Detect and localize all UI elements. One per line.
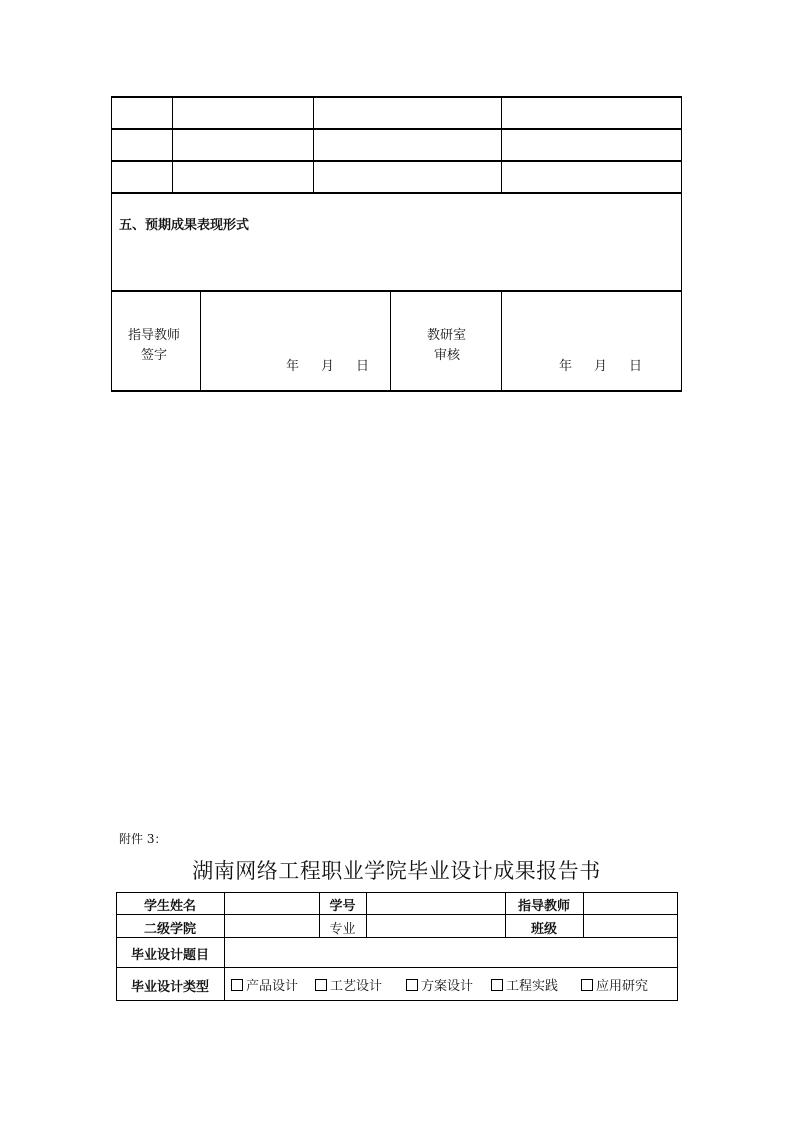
top-table-cell-r1c1[interactable] bbox=[113, 98, 171, 127]
advisor-signature-label-line1: 指导教师 bbox=[128, 328, 181, 343]
major-field[interactable] bbox=[368, 916, 504, 936]
option-label: 工艺设计 bbox=[330, 979, 383, 994]
top-table-cell-r3c2[interactable] bbox=[174, 162, 312, 191]
option-applied-research[interactable] bbox=[581, 975, 648, 994]
attachment-label: 附件 3： bbox=[119, 832, 167, 846]
top-table-cell-r1c4[interactable] bbox=[503, 98, 680, 127]
checkbox-icon[interactable] bbox=[491, 979, 503, 991]
top-table-cell-r1c3[interactable] bbox=[315, 98, 500, 127]
office-review-field[interactable] bbox=[503, 292, 680, 352]
class-label: 班级 bbox=[530, 922, 557, 937]
advisor-date-day: 日 bbox=[356, 359, 370, 374]
student-id-field[interactable] bbox=[368, 894, 504, 913]
college-field[interactable] bbox=[226, 916, 318, 936]
section-five-heading: 五、预期成果表现形式 bbox=[119, 218, 250, 233]
design-type-label: 毕业设计类型 bbox=[130, 980, 209, 995]
checkbox-icon[interactable] bbox=[406, 979, 418, 991]
option-label: 方案设计 bbox=[421, 979, 474, 994]
checkbox-icon[interactable] bbox=[581, 979, 593, 991]
college-label: 二级学院 bbox=[143, 922, 196, 937]
option-process-design[interactable] bbox=[315, 975, 382, 994]
topic-label: 毕业设计题目 bbox=[130, 948, 209, 963]
top-table-cell-r2c4[interactable] bbox=[503, 130, 680, 159]
expected-results-field[interactable] bbox=[113, 236, 680, 288]
option-engineering-practice[interactable] bbox=[491, 975, 558, 994]
advisor-field[interactable] bbox=[585, 894, 676, 913]
checkbox-icon[interactable] bbox=[231, 979, 243, 991]
office-date-month: 月 bbox=[594, 359, 608, 374]
option-label: 工程实践 bbox=[506, 979, 559, 994]
report-title: 湖南网络工程职业学院毕业设计成果报告书 bbox=[192, 859, 601, 883]
office-date-day: 日 bbox=[629, 359, 643, 374]
advisor-signature-label-line2: 签字 bbox=[141, 348, 168, 363]
office-review-label-line2: 审核 bbox=[434, 348, 461, 363]
advisor-signature-field[interactable] bbox=[202, 292, 389, 352]
student-name-field[interactable] bbox=[226, 894, 318, 913]
top-table-cell-r2c1[interactable] bbox=[113, 130, 171, 159]
option-product-design[interactable] bbox=[231, 975, 298, 994]
student-id-label: 学号 bbox=[329, 899, 356, 914]
top-table-cell-r3c3[interactable] bbox=[315, 162, 500, 191]
student-name-label: 学生姓名 bbox=[143, 899, 196, 914]
option-scheme-design[interactable] bbox=[406, 975, 473, 994]
advisor-label: 指导教师 bbox=[517, 899, 570, 914]
office-review-label-line1: 教研室 bbox=[427, 328, 467, 343]
topic-field[interactable] bbox=[226, 939, 676, 966]
office-date-year: 年 bbox=[559, 359, 573, 374]
top-table-cell-r2c2[interactable] bbox=[174, 130, 312, 159]
class-field[interactable] bbox=[585, 916, 676, 936]
advisor-date-month: 月 bbox=[321, 359, 335, 374]
checkbox-icon[interactable] bbox=[315, 979, 327, 991]
top-table-cell-r3c4[interactable] bbox=[503, 162, 680, 191]
top-table-cell-r3c1[interactable] bbox=[113, 162, 171, 191]
option-label: 产品设计 bbox=[246, 979, 299, 994]
major-label: 专业 bbox=[329, 922, 356, 937]
top-table-cell-r1c2[interactable] bbox=[174, 98, 312, 127]
top-table-cell-r2c3[interactable] bbox=[315, 130, 500, 159]
option-label: 应用研究 bbox=[596, 979, 649, 994]
advisor-date-year: 年 bbox=[286, 359, 300, 374]
